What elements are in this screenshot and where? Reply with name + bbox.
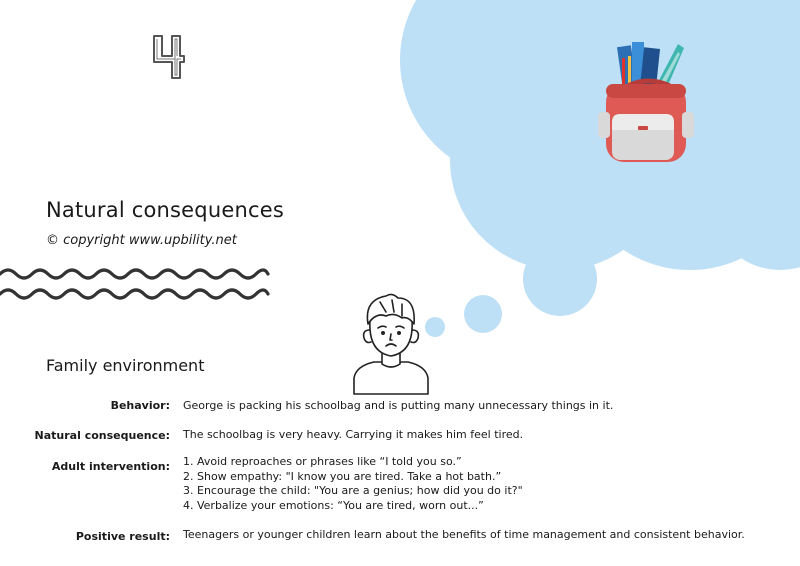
intervention-step: 4. Verbalize your emotions: “You are tired, worn out...” bbox=[183, 498, 484, 512]
intervention-step: 1. Avoid reproaches or phrases like “I told you so.” bbox=[183, 455, 462, 468]
backpack-icon bbox=[598, 38, 702, 168]
adult-intervention-steps bbox=[183, 455, 523, 513]
page-number-icon bbox=[150, 34, 190, 80]
positive-result-label: Positive result: bbox=[75, 530, 170, 543]
copyright-text: © copyright www.upbility.net bbox=[46, 233, 237, 248]
positive-result-text: Teenagers or younger children learn about the benefits of time management and consistent behavior. bbox=[183, 528, 745, 541]
behavior-text: George is packing his schoolbag and is putting many unnecessary things in it. bbox=[183, 399, 614, 412]
thinking-boy-icon bbox=[346, 290, 436, 396]
wave-lines-icon bbox=[0, 264, 270, 304]
behavior-label: Behavior: bbox=[110, 399, 170, 412]
page-title: Natural consequences bbox=[46, 198, 284, 222]
intervention-step: 2. Show empathy: "I know you are tired. Take a hot bath.” bbox=[183, 469, 502, 483]
natural-consequence-text: The schoolbag is very heavy. Carrying it makes him feel tired. bbox=[183, 428, 524, 441]
intervention-step: 3. Encourage the child: "You are a genius; how did you do it?" bbox=[183, 484, 523, 497]
adult-intervention-label: Adult intervention: bbox=[51, 460, 170, 473]
natural-consequence-label: Natural consequence: bbox=[34, 429, 170, 442]
section-heading: Family environment bbox=[46, 356, 205, 375]
